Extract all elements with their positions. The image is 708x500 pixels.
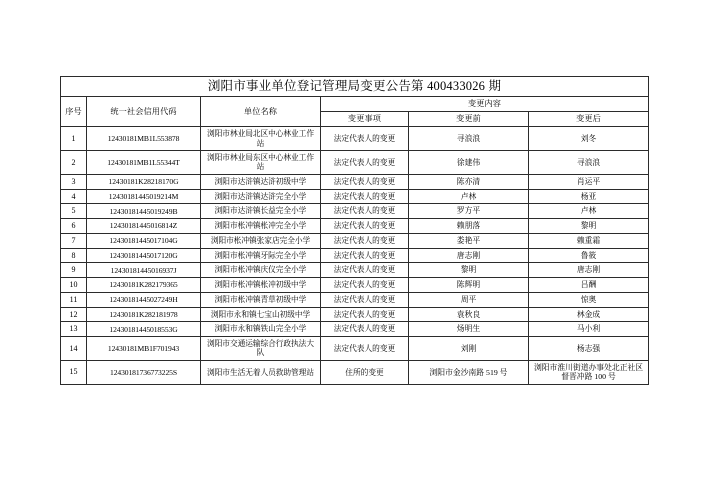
row-change-item: 法定代表人的变更 [321, 233, 409, 248]
row-seq: 3 [61, 174, 87, 189]
column-header-credit-code: 统一社会信用代码 [87, 97, 201, 127]
row-credit-code: 12430181445016937J [87, 263, 201, 278]
document-title: 浏阳市事业单位登记管理局变更公告第 400433026 期 [61, 77, 649, 97]
column-header-after: 变更后 [529, 112, 649, 127]
row-credit-code: 12430181MB1F701943 [87, 337, 201, 361]
row-unit-name: 浏阳市达浒镇达浒初级中学 [201, 174, 321, 189]
row-unit-name: 浏阳市达浒镇长益完全小学 [201, 204, 321, 219]
row-value-after: 浏阳市淮川街道办事处北正社区督晋冲路 100 号 [529, 360, 649, 384]
row-value-before: 寻浪浪 [409, 127, 529, 151]
row-value-after: 肖运平 [529, 174, 649, 189]
row-value-before: 刘刚 [409, 337, 529, 361]
row-change-item: 法定代表人的变更 [321, 204, 409, 219]
row-change-item: 法定代表人的变更 [321, 278, 409, 293]
row-value-after: 黎明 [529, 219, 649, 234]
row-value-before: 陈辉明 [409, 278, 529, 293]
row-seq: 7 [61, 233, 87, 248]
row-seq: 5 [61, 204, 87, 219]
table-row [61, 127, 649, 151]
row-seq: 14 [61, 337, 87, 361]
row-value-after: 赖重霜 [529, 233, 649, 248]
row-credit-code: 12430181K282181978 [87, 307, 201, 322]
row-value-after: 寻浪浪 [529, 151, 649, 175]
column-header-change-content: 变更内容 [321, 97, 649, 112]
row-credit-code: 12430181445017120G [87, 248, 201, 263]
row-unit-name: 浏阳市生活无着人员救助管理站 [201, 360, 321, 384]
row-unit-name: 浏阳市枨冲镇牙际完全小学 [201, 248, 321, 263]
row-unit-name: 浏阳市林业局东区中心林业工作站 [201, 151, 321, 175]
row-value-after: 马小利 [529, 322, 649, 337]
row-value-after: 林金成 [529, 307, 649, 322]
row-seq: 4 [61, 189, 87, 204]
row-credit-code: 12430181K28218170G [87, 174, 201, 189]
table-body [61, 127, 649, 385]
table-row [61, 263, 649, 278]
table-row [61, 278, 649, 293]
row-value-before: 炀明生 [409, 322, 529, 337]
row-value-before: 卢林 [409, 189, 529, 204]
header-row-primary [61, 97, 649, 112]
row-value-after: 唐志刚 [529, 263, 649, 278]
table-header [61, 77, 649, 127]
row-change-item: 法定代表人的变更 [321, 127, 409, 151]
row-seq: 10 [61, 278, 87, 293]
row-change-item: 住所的变更 [321, 360, 409, 384]
row-value-before: 唐志刚 [409, 248, 529, 263]
column-header-unit-name: 单位名称 [201, 97, 321, 127]
row-value-after: 刘冬 [529, 127, 649, 151]
row-unit-name: 浏阳市枨冲镇青草初级中学 [201, 292, 321, 307]
row-credit-code: 12430181445017104G [87, 233, 201, 248]
row-credit-code: 12430181736773225S [87, 360, 201, 384]
row-credit-code: 12430181K282179365 [87, 278, 201, 293]
row-seq: 11 [61, 292, 87, 307]
row-unit-name: 浏阳市枨冲镇枨冲初级中学 [201, 278, 321, 293]
row-credit-code: 12430181MB1L55344T [87, 151, 201, 175]
row-value-before: 浏阳市金沙南路 519 号 [409, 360, 529, 384]
row-value-after: 鲁筱 [529, 248, 649, 263]
row-change-item: 法定代表人的变更 [321, 292, 409, 307]
row-value-before: 陈亦清 [409, 174, 529, 189]
row-change-item: 法定代表人的变更 [321, 219, 409, 234]
row-seq: 13 [61, 322, 87, 337]
row-credit-code: 12430181MB1L553878 [87, 127, 201, 151]
row-seq: 12 [61, 307, 87, 322]
table-row [61, 292, 649, 307]
row-unit-name: 浏阳市永和镇七宝山初级中学 [201, 307, 321, 322]
table-row [61, 233, 649, 248]
row-seq: 15 [61, 360, 87, 384]
row-unit-name: 浏阳市达浒镇达浒完全小学 [201, 189, 321, 204]
table-row [61, 322, 649, 337]
row-value-before: 徐建伟 [409, 151, 529, 175]
row-seq: 2 [61, 151, 87, 175]
row-value-after: 惊奥 [529, 292, 649, 307]
table-row [61, 151, 649, 175]
row-value-after: 吕酬 [529, 278, 649, 293]
announcement-table [60, 76, 649, 385]
row-credit-code: 12430181445027249H [87, 292, 201, 307]
row-seq: 8 [61, 248, 87, 263]
row-value-before: 袁秋良 [409, 307, 529, 322]
column-header-seq: 序号 [61, 97, 87, 127]
row-unit-name: 浏阳市永和镇铁山完全小学 [201, 322, 321, 337]
row-seq: 9 [61, 263, 87, 278]
row-change-item: 法定代表人的变更 [321, 174, 409, 189]
table-row [61, 189, 649, 204]
row-change-item: 法定代表人的变更 [321, 322, 409, 337]
table-row [61, 174, 649, 189]
row-unit-name: 浏阳市枨冲镇枨冲完全小学 [201, 219, 321, 234]
row-change-item: 法定代表人的变更 [321, 151, 409, 175]
row-value-after: 杨亚 [529, 189, 649, 204]
table-row [61, 248, 649, 263]
row-change-item: 法定代表人的变更 [321, 263, 409, 278]
table-row [61, 360, 649, 384]
row-unit-name: 浏阳市枨冲镇庆仪完全小学 [201, 263, 321, 278]
row-seq: 6 [61, 219, 87, 234]
row-change-item: 法定代表人的变更 [321, 337, 409, 361]
row-credit-code: 12430181445019214M [87, 189, 201, 204]
title-row [61, 77, 649, 97]
column-header-before: 变更前 [409, 112, 529, 127]
table-row [61, 337, 649, 361]
row-value-after: 杨志强 [529, 337, 649, 361]
row-credit-code: 12430181445019249B [87, 204, 201, 219]
row-value-before: 赖朋落 [409, 219, 529, 234]
row-value-before: 娄艳平 [409, 233, 529, 248]
row-change-item: 法定代表人的变更 [321, 307, 409, 322]
row-unit-name: 浏阳市林业局北区中心林业工作站 [201, 127, 321, 151]
row-seq: 1 [61, 127, 87, 151]
row-change-item: 法定代表人的变更 [321, 248, 409, 263]
row-unit-name: 浏阳市交通运输综合行政执法大队 [201, 337, 321, 361]
table-row [61, 204, 649, 219]
row-unit-name: 浏阳市枨冲镇张家店完全小学 [201, 233, 321, 248]
row-change-item: 法定代表人的变更 [321, 189, 409, 204]
row-value-before: 罗方平 [409, 204, 529, 219]
row-value-after: 卢林 [529, 204, 649, 219]
row-credit-code: 12430181445016814Z [87, 219, 201, 234]
table-row [61, 307, 649, 322]
announcement-table-container [60, 76, 648, 385]
row-value-before: 黎明 [409, 263, 529, 278]
column-header-change-item: 变更事项 [321, 112, 409, 127]
row-value-before: 周平 [409, 292, 529, 307]
table-row [61, 219, 649, 234]
row-credit-code: 12430181445018553G [87, 322, 201, 337]
